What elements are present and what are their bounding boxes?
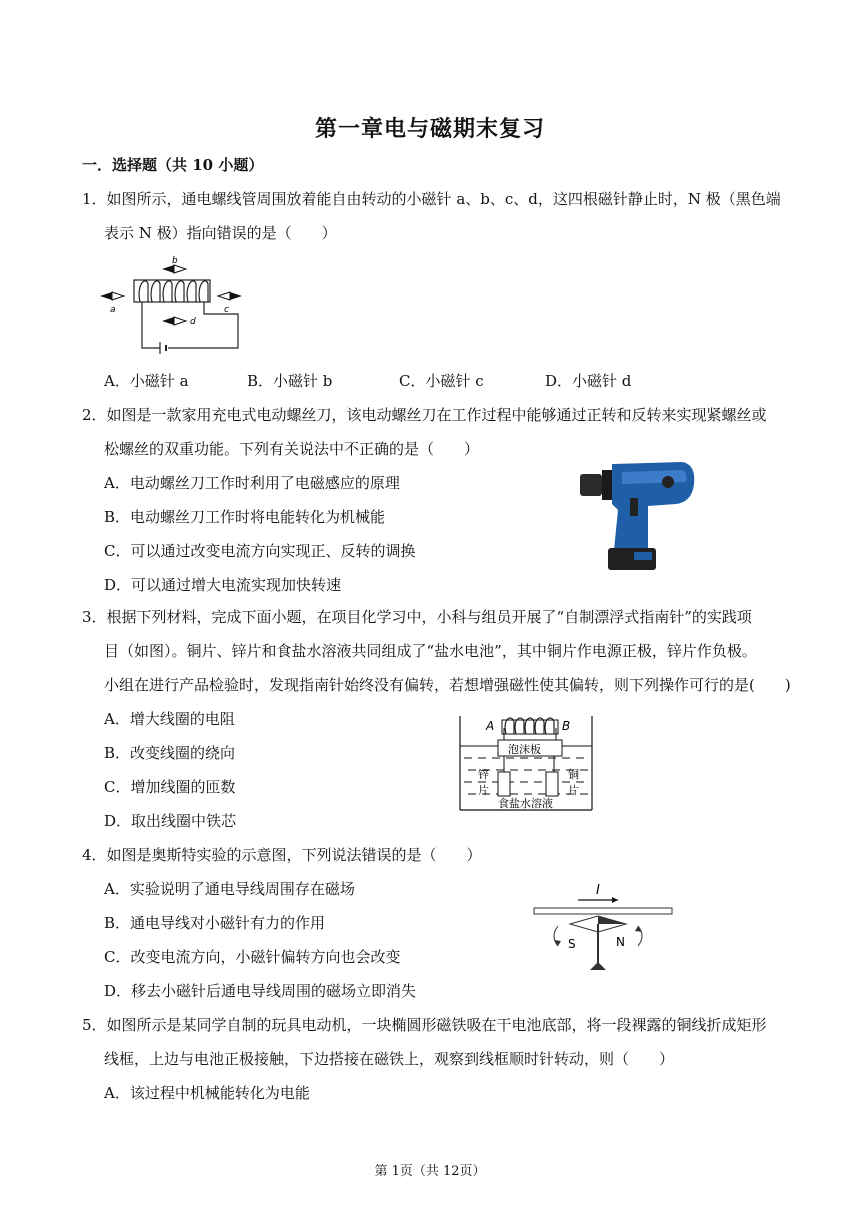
q4-label-s: S bbox=[568, 937, 576, 951]
page-footer: 第 1页（共 12页） bbox=[374, 1164, 486, 1179]
q2-option-b[interactable]: B．电动螺丝刀工作时将电能转化为机械能 bbox=[104, 508, 386, 526]
q2-option-d[interactable]: D．可以通过增大电流实现加快转速 bbox=[104, 576, 342, 594]
q3-label-b: B bbox=[562, 719, 571, 733]
q3-label-zinc-2: 片 bbox=[478, 784, 489, 797]
q5-stem-line2: 线框，上边与电池正极接触，下边搭接在磁铁上，观察到线框顺时针转动，则（ ） bbox=[104, 1050, 675, 1068]
q1-solenoid-figure bbox=[96, 254, 246, 358]
q3-option-b[interactable]: B．改变线圈的绕向 bbox=[104, 744, 236, 762]
q1-label-a: a bbox=[110, 305, 116, 315]
q1-option-b[interactable]: B．小磁针 b bbox=[247, 372, 333, 390]
q1-stem-line1: 1．如图所示，通电螺线管周围放着能自由转动的小磁针 a、b、c、d，这四根磁针静止时，N 极（黑色端 bbox=[82, 190, 781, 208]
q3-label-zinc-1: 锌 bbox=[478, 768, 489, 781]
q1-stem-line2: 表示 N 极）指向错误的是（ ） bbox=[104, 224, 337, 242]
q3-option-a[interactable]: A．增大线圈的电阻 bbox=[104, 710, 235, 728]
q4-option-c[interactable]: C．改变电流方向，小磁针偏转方向也会改变 bbox=[104, 948, 401, 966]
q1-option-c[interactable]: C．小磁针 c bbox=[399, 372, 484, 390]
q3-label-liquid: 食盐水溶液 bbox=[498, 797, 553, 810]
q3-option-d[interactable]: D．取出线圈中铁芯 bbox=[104, 812, 237, 830]
q4-option-d[interactable]: D．移去小磁针后通电导线周围的磁场立即消失 bbox=[104, 982, 417, 1000]
section-heading: 一．选择题（共 10 小题） bbox=[82, 156, 264, 174]
q4-option-a[interactable]: A．实验说明了通电导线周围存在磁场 bbox=[104, 880, 355, 898]
q1-option-d[interactable]: D．小磁针 d bbox=[545, 372, 632, 390]
q2-option-c[interactable]: C．可以通过改变电流方向实现正、反转的调换 bbox=[104, 542, 416, 560]
q2-stem-line2: 松螺丝的双重功能。下列有关说法中不正确的是（ ） bbox=[104, 440, 480, 458]
q3-stem-line1: 3．根据下列材料，完成下面小题，在项目化学习中，小科与组员开展了“自制漂浮式指南针”的实践项 bbox=[82, 608, 752, 626]
q3-option-c[interactable]: C．增加线圈的匝数 bbox=[104, 778, 236, 796]
q5-option-a[interactable]: A．该过程中机械能转化为电能 bbox=[104, 1084, 310, 1102]
page-title: 第一章电与磁期末复习 bbox=[314, 116, 545, 142]
q3-compass-figure bbox=[458, 714, 596, 814]
q3-label-copper-1: 铜 bbox=[568, 768, 579, 781]
q3-stem-line3: 小组在进行产品检验时，发现指南针始终没有偏转，若想增强磁性使其偏转，则下列操作可行的是( ) bbox=[104, 676, 791, 694]
q4-label-n: N bbox=[616, 935, 625, 949]
q3-label-board: 泡沫板 bbox=[508, 743, 541, 756]
q5-stem-line1: 5．如图所示是某同学自制的玩具电动机，一块椭圆形磁铁吸在干电池底部，将一段裸露的铜线折成矩形 bbox=[82, 1016, 767, 1034]
q3-label-copper-2: 片 bbox=[568, 784, 579, 797]
q4-oersted-figure bbox=[532, 878, 674, 978]
q1-label-c: c bbox=[224, 305, 229, 315]
q2-option-a[interactable]: A．电动螺丝刀工作时利用了电磁感应的原理 bbox=[104, 474, 400, 492]
q1-label-d: d bbox=[190, 317, 196, 327]
q1-option-a[interactable]: A．小磁针 a bbox=[104, 372, 189, 390]
q2-stem-line1: 2．如图是一款家用充电式电动螺丝刀，该电动螺丝刀在工作过程中能够通过正转和反转来实现紧螺丝或 bbox=[82, 406, 767, 424]
q1-label-b: b bbox=[172, 256, 178, 266]
q3-label-a: A bbox=[486, 719, 495, 733]
q4-stem-line1: 4．如图是奥斯特实验的示意图，下列说法错误的是（ ） bbox=[82, 846, 482, 864]
screwdriver-image bbox=[578, 454, 700, 574]
q3-stem-line2: 目（如图）。铜片、锌片和食盐水溶液共同组成了“盐水电池”，其中铜片作电源正极，锌片作负极。 bbox=[104, 642, 757, 660]
q4-option-b[interactable]: B．通电导线对小磁针有力的作用 bbox=[104, 914, 326, 932]
q4-label-current: I bbox=[596, 883, 600, 898]
